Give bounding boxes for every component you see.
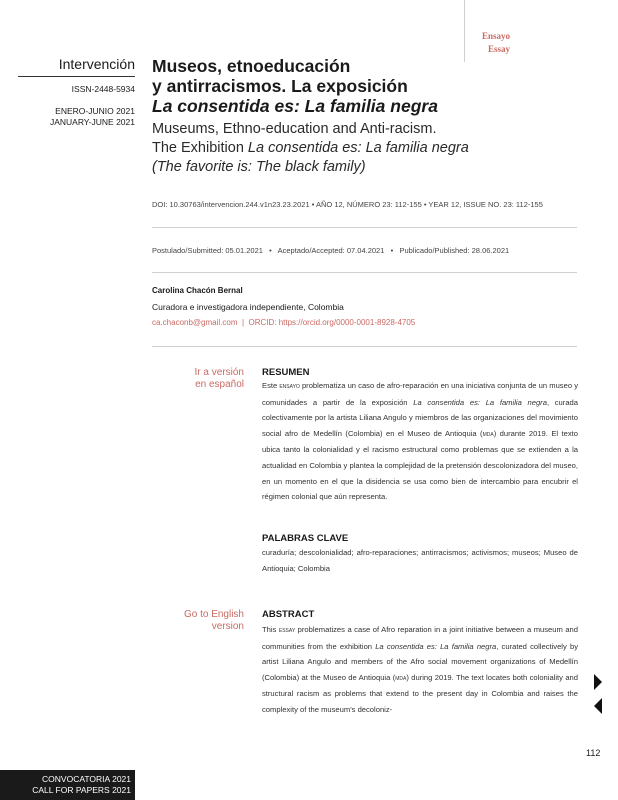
footer-line1: CONVOCATORIA 2021 — [42, 774, 131, 784]
link-spanish-version[interactable] — [150, 367, 244, 391]
divider-3 — [152, 346, 577, 347]
abstract-part5: , curated collectively by artist Liliana Angulo and members of the Afro social movement organizations of Medellín (Colombia) at the Museo de Antioquia ( — [262, 641, 578, 682]
resumen-text — [262, 378, 578, 505]
title-es-line1: Museos, etnoeducación — [152, 56, 351, 76]
resumen-heading: RESUMEN — [262, 367, 310, 378]
abstract-part1: This — [262, 625, 279, 634]
header-divider — [464, 0, 465, 62]
doi-line: DOI: 10.30763/intervencion.244.v1n23.23.2021 • AÑO 12, NÚMERO 23: 112-155 • YEAR 12, ISSUE NO. 23: 112-155 — [152, 200, 543, 209]
page-number: 112 — [586, 748, 601, 758]
title-en-line1: Museums, Ethno-education and Anti-racism. — [152, 121, 437, 137]
author-contact — [152, 318, 415, 327]
link-en-line1: Go to English — [183, 609, 244, 620]
abstract-part2: essay — [278, 627, 296, 634]
abstract-part3: problematizes a case of Afro reparation in a joint initiative between a museum and communities from the exhibition — [262, 625, 578, 651]
journal-period — [0, 106, 135, 128]
resumen-part5: , curada colectivamente por la artista Liliana Angulo y miembros de las organizaciones del movimiento social afro de Medellín (Colombia) en el Museo de Antioquia ( — [262, 397, 578, 438]
author-affiliation: Curadora e investigadora independiente, Colombia — [152, 302, 344, 312]
dates-line: Postulado/Submitted: 05.01.2021 • Aceptado/Accepted: 07.04.2021 • Publicado/Published: 28.06.2021 — [152, 246, 510, 255]
link-english-version[interactable] — [150, 609, 244, 633]
resumen-part4: La consentida es: La familia negra — [413, 397, 547, 407]
footer-call-for-papers — [0, 770, 135, 800]
section-label — [482, 30, 510, 56]
abstract-part4: La consentida es: La familia negra — [375, 641, 497, 651]
journal-underline — [18, 76, 135, 77]
resumen-part6: mda — [482, 430, 494, 438]
keywords-heading: PALABRAS CLAVE — [262, 533, 349, 544]
section-en: Essay — [487, 44, 510, 54]
title-es-line3: La consentida es: La familia negra — [152, 96, 438, 116]
resumen-part7: ) durante 2019. El texto ubica tanto la colonialidad y el racismo estructural como problemas que se extienden a la actualidad en Colombia y plantea la complejidad de la pretensión descolonizadora del museo, en un momento en el que la disidencia se usa como bien de intercambio para encubrir el régimen colonial que aún representa. — [262, 428, 578, 502]
email-link[interactable]: ca.chaconb@gmail.com — [152, 318, 238, 327]
title-en-line2-italic: La consentida es: La familia negra — [247, 140, 469, 156]
link-en-line2: version — [211, 621, 244, 632]
resumen-part2: ensayo — [279, 383, 300, 390]
next-page-arrow-icon[interactable] — [594, 674, 602, 690]
period-es: ENERO-JUNIO 2021 — [55, 106, 135, 116]
abstract-part7: ) during 2019. The text locates both coloniality and structural racism as problems that extend to the present day in Colombia and raises the complexity of the museum's decoloniz- — [262, 672, 578, 714]
period-en: JANUARY-JUNE 2021 — [49, 117, 135, 127]
abstract-text — [262, 622, 578, 718]
title-spanish — [152, 56, 592, 116]
contact-separator: | — [241, 318, 245, 327]
section-es: Ensayo — [481, 31, 510, 41]
title-en-line3: (The favorite is: The black family) — [152, 159, 366, 175]
divider-2 — [152, 272, 577, 273]
title-en-line2 — [152, 139, 592, 158]
footer-line2: CALL FOR PAPERS 2021 — [32, 785, 131, 795]
abstract-part6: mda — [395, 674, 407, 682]
abstract-heading: ABSTRACT — [262, 609, 315, 620]
issn: ISSN-2448-5934 — [71, 84, 135, 94]
keywords-text: curaduría; descolonialidad; afro-reparaciones; antirracismos; activismos; museos; Museo de Antioquia; Colombia — [262, 548, 578, 573]
divider-1 — [152, 227, 577, 228]
title-es-line2: y antirracismos. La exposición — [152, 76, 408, 96]
author-name: Carolina Chacón Bernal — [152, 286, 243, 295]
journal-name: Intervención — [58, 56, 135, 72]
resumen-part1: Este — [262, 381, 280, 390]
title-english — [152, 120, 592, 177]
link-es-line2: en español — [195, 379, 244, 390]
title-en-line2-prefix: The Exhibition — [152, 140, 248, 156]
resumen-part3: problematiza un caso de afro-reparación en una iniciativa conjunta de un museo y comunidades a partir de la exposición — [262, 381, 578, 407]
prev-page-arrow-icon[interactable] — [594, 698, 602, 714]
orcid-link[interactable]: ORCID: https://orcid.org/0000-0001-8928-4705 — [248, 318, 416, 327]
link-es-line1: Ir a versión — [194, 367, 244, 378]
